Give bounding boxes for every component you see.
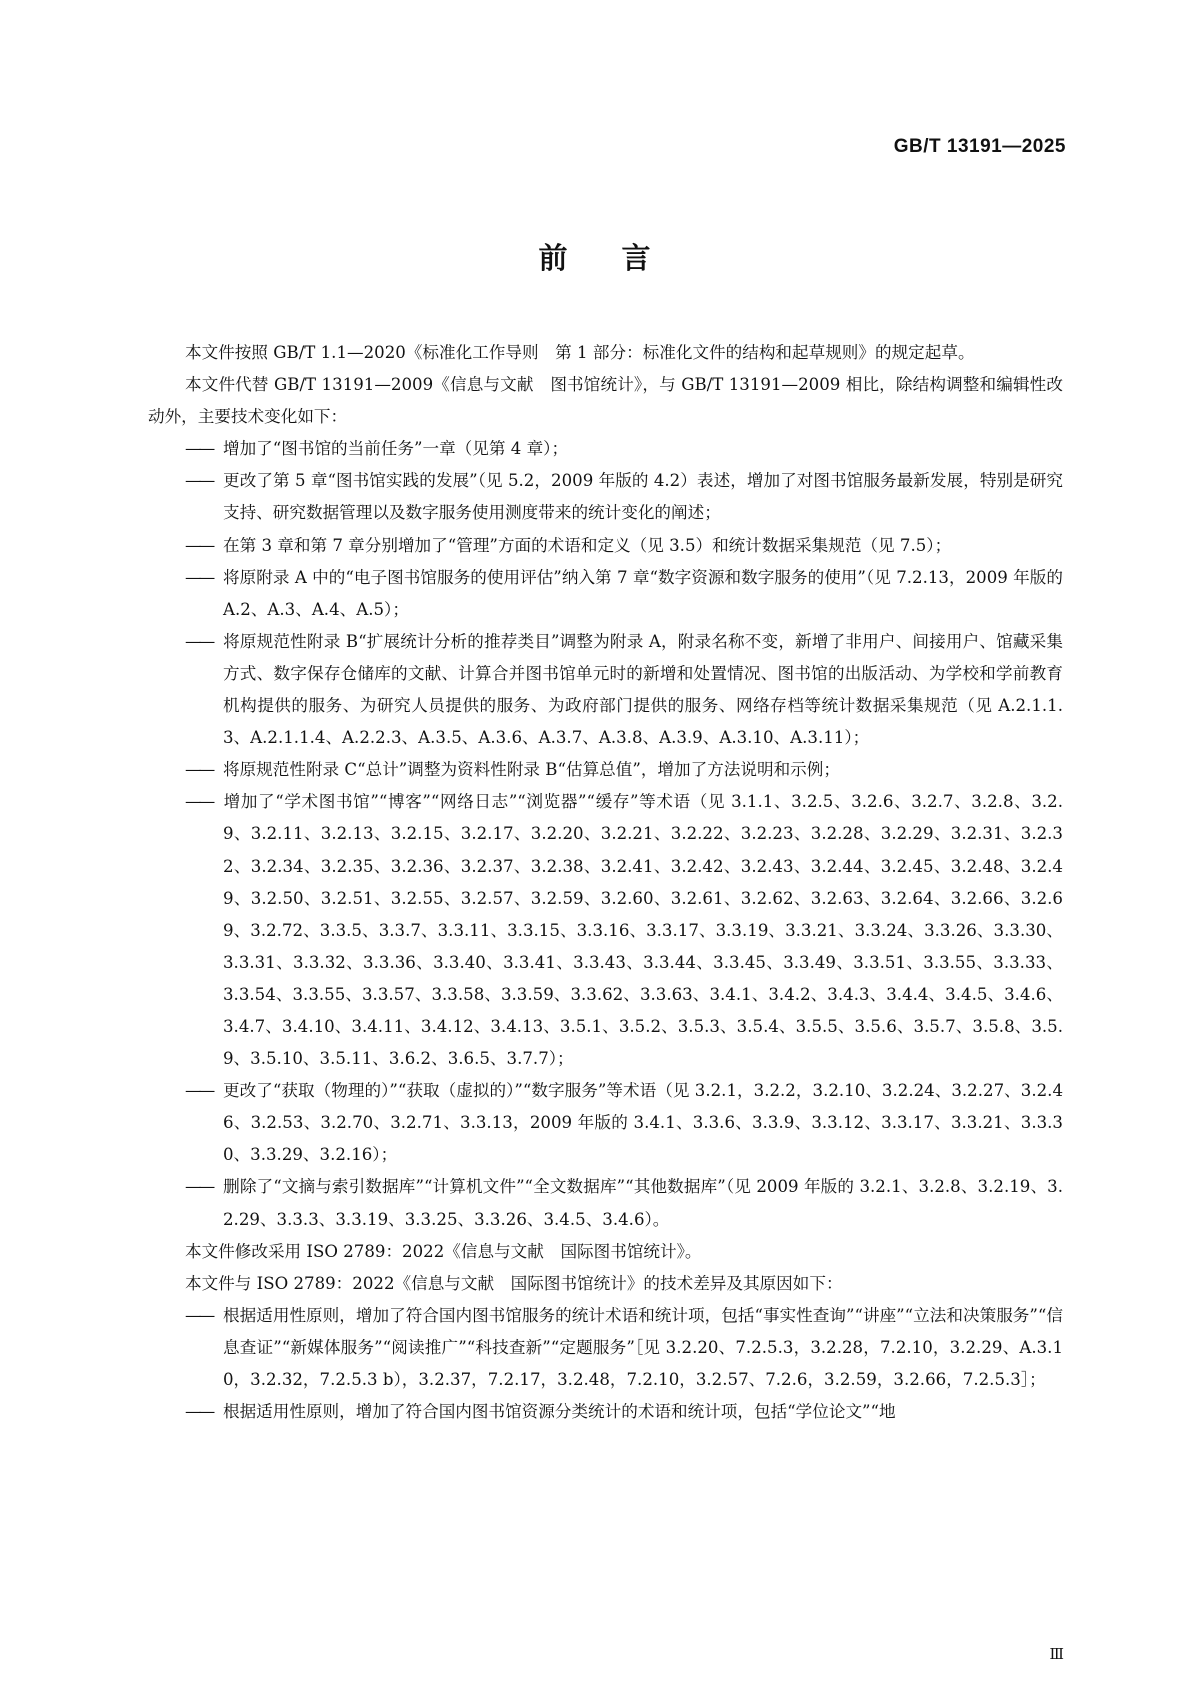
dash-marker: ——	[185, 567, 213, 587]
list-item-text: 根据适用性原则，增加了符合国内图书馆服务的统计术语和统计项，包括“事实性查询”“讲座”“立法和决策服务”“信息查证”“新媒体服务”“阅读推广”“科技查新”“定题服务”［见 3.2.20、7.2.5.3，3.2.28，7.2.10，3.2.29、A.3.10，3.2.32，7.2.5.3 b），3.2.37，7.2.17，3.2.48，7.2.10，3.2.57、7.2.6，3.2.59，3.2.66，7.2.5.3］；	[223, 1305, 1063, 1389]
list-item	[148, 530, 1063, 562]
list-item-text: 在第 3 章和第 7 章分别增加了“管理”方面的术语和定义（见 3.5）和统计数据采集规范（见 7.5）；	[223, 535, 952, 555]
dash-marker: ——	[185, 1081, 213, 1101]
list-item	[148, 562, 1063, 626]
dash-marker: ——	[185, 792, 213, 812]
list-item	[148, 1396, 1063, 1428]
dash-marker: ——	[185, 1402, 213, 1422]
differences-list	[148, 1300, 1063, 1428]
list-item-text: 增加了“图书馆的当前任务”一章（见第 4 章）；	[223, 439, 569, 459]
dash-marker: ——	[185, 760, 213, 780]
paragraph: 本文件与 ISO 2789：2022《信息与文献 国际图书馆统计》的技术差异及其原因如下：	[185, 1273, 843, 1293]
paragraph: 本文件代替 GB/T 13191—2009《信息与文献 图书馆统计》，与 GB/T 13191—2009 相比，除结构调整和编辑性改动外，主要技术变化如下：	[148, 375, 1063, 427]
dash-marker: ——	[185, 471, 213, 491]
document-body	[148, 337, 1063, 1428]
standard-code: GB/T 13191—2025	[893, 136, 1066, 157]
list-item	[148, 754, 1063, 786]
list-item-text: 更改了“获取（物理的）”“获取（虚拟的）”“数字服务”等术语（见 3.2.1，3.2.2，3.2.10、3.2.24、3.2.27、3.2.46、3.2.53、3.2.70、3.2.71、3.3.13，2009 年版的 3.4.1、3.3.6、3.3.9、3.3.12、3.3.17、3.3.21、3.3.30、3.3.29、3.2.16）；	[223, 1081, 1063, 1165]
list-item	[148, 1075, 1063, 1171]
dash-marker: ——	[185, 535, 213, 555]
page-number: Ⅲ	[1049, 1645, 1064, 1663]
dash-marker: ——	[185, 1177, 213, 1197]
list-item	[148, 465, 1063, 529]
list-item	[148, 786, 1063, 1075]
dash-marker: ——	[185, 1305, 213, 1325]
list-item-text: 根据适用性原则，增加了符合国内图书馆资源分类统计的术语和统计项，包括“学位论文”“地	[223, 1402, 896, 1422]
list-item-text: 删除了“文摘与索引数据库”“计算机文件”“全文数据库”“其他数据库”（见 2009 年版的 3.2.1、3.2.8、3.2.19、3.2.29、3.3.3、3.3.19、3.3.25、3.3.26、3.4.5、3.4.6）。	[223, 1177, 1063, 1229]
list-item-text: 更改了第 5 章“图书馆实践的发展”（见 5.2，2009 年版的 4.2）表述，增加了对图书馆服务最新发展，特别是研究支持、研究数据管理以及数字服务使用测度带来的统计变化的阐述；	[223, 471, 1063, 523]
list-item	[148, 626, 1063, 754]
list-item-text: 增加了“学术图书馆”“博客”“网络日志”“浏览器”“缓存”等术语（见 3.1.1、3.2.5、3.2.6、3.2.7、3.2.8、3.2.9、3.2.11、3.2.13、3.2.15、3.2.17、3.2.20、3.2.21、3.2.22、3.2.23、3.2.28、3.2.29、3.2.31、3.2.32、3.2.34、3.2.35、3.2.36、3.2.37、3.2.38、3.2.41、3.2.42、3.2.43、3.2.44、3.2.45、3.2.48、3.2.49、3.2.50、3.2.51、3.2.55、3.2.57、3.2.59、3.2.60、3.2.61、3.2.62、3.2.63、3.2.64、3.2.66、3.2.69、3.2.72、3.3.5、3.3.7、3.3.11、3.3.15、3.3.16、3.3.17、3.3.19、3.3.21、3.3.24、3.3.26、3.3.30、3.3.31、3.3.32、3.3.36、3.3.40、3.3.41、3.3.43、3.3.44、3.3.45、3.3.49、3.3.51、3.3.55、3.3.33、3.3.54、3.3.55、3.3.57、3.3.58、3.3.59、3.3.62、3.3.63、3.4.1、3.4.2、3.4.3、3.4.4、3.4.5、3.4.6、3.4.7、3.4.10、3.4.11、3.4.12、3.4.13、3.5.1、3.5.2、3.5.3、3.5.4、3.5.5、3.5.6、3.5.7、3.5.8、3.5.9、3.5.10、3.5.11、3.6.2、3.6.5、3.7.7）；	[223, 792, 1063, 1069]
list-item-text: 将原规范性附录 C“总计”调整为资料性附录 B“估算总值”，增加了方法说明和示例；	[223, 760, 840, 780]
dash-marker: ——	[185, 631, 213, 651]
list-item-text: 将原附录 A 中的“电子图书馆服务的使用评估”纳入第 7 章“数字资源和数字服务的使用”（见 7.2.13，2009 年版的 A.2、A.3、A.4、A.5）；	[223, 567, 1063, 619]
list-item-text: 将原规范性附录 B“扩展统计分析的推荐类目”调整为附录 A，附录名称不变，新增了非用户、间接用户、馆藏采集方式、数字保存仓储库的文献、计算合并图书馆单元时的新增和处置情况、图书馆的出版活动、为学校和学前教育机构提供的服务、为研究人员提供的服务、为政府部门提供的服务、网络存档等统计数据采集规范（见 A.2.1.1.3、A.2.1.1.4、A.2.2.3、A.3.5、A.3.6、A.3.7、A.3.8、A.3.9、A.3.10、A.3.11）；	[223, 631, 1063, 748]
paragraph: 本文件修改采用 ISO 2789：2022《信息与文献 国际图书馆统计》。	[185, 1241, 702, 1261]
paragraph: 本文件按照 GB/T 1.1—2020《标准化工作导则 第 1 部分：标准化文件的结构和起草规则》的规定起草。	[185, 343, 975, 362]
list-item	[148, 1300, 1063, 1396]
list-item	[148, 433, 1063, 465]
changes-list	[148, 433, 1063, 1235]
list-item	[148, 1171, 1063, 1235]
page-title: 前 言	[538, 241, 653, 275]
dash-marker: ——	[185, 439, 213, 459]
